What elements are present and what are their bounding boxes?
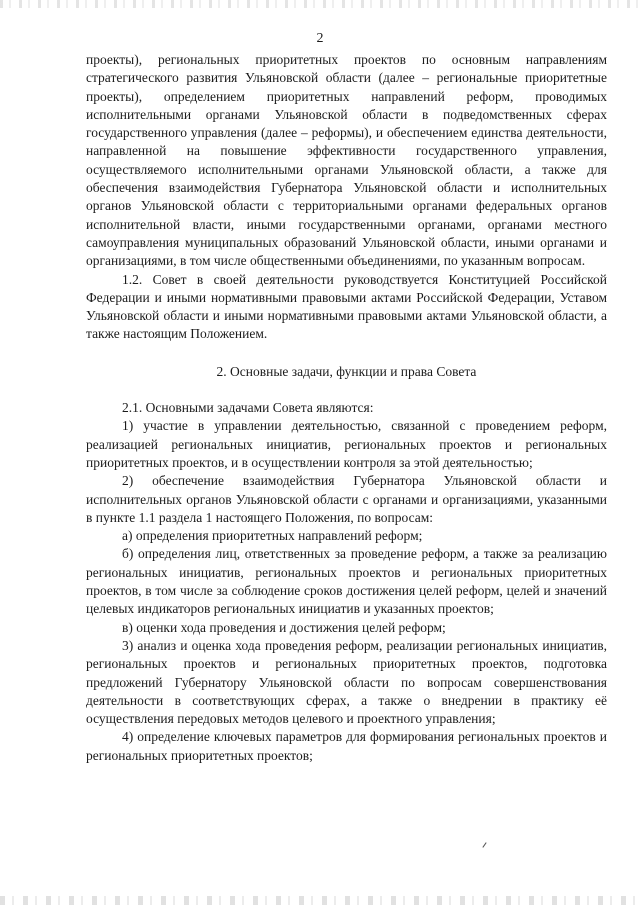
paragraph-continuation: проекты), региональных приоритетных проектов по основным направлениям стратегического развития Ульяновской области (далее – региональные приоритетные проекты), определением приоритетных направлений реформ, проводимых исполнительными органами Ульяновской области в подведомственных сферах государственного управления (далее – реформы), и обеспечением единства деятельности, направленной на повышение эффективности государственного управления, осуществляемого исполнительными органами Ульяновской области, а также для обеспечения взаимодействия Губернатора Ульяновской области и исполнительных органов Ульяновской области с территориальными органами федеральных органов исполнительной власти, иными государственными органами, органами местного самоуправления муниципальных образований Ульяновской области, иными органами и организациями, в том числе общественными объединениями, по указанным вопросам.	[86, 52, 607, 269]
scan-edge-bottom	[0, 896, 640, 905]
page-number: 2	[316, 31, 324, 46]
scan-edge-top	[0, 0, 640, 8]
list-item-4: 4) определение ключевых параметров для формирования региональных проектов и региональных приоритетных проектов;	[86, 729, 607, 763]
list-item-1: 1) участие в управлении деятельностью, связанной с проведением реформ, реализацией региональных инициатив, региональных проектов и региональных приоритетных проектов, и в осуществлении контроля за этой деятельностью;	[86, 418, 607, 470]
list-item-2a: а) определения приоритетных направлений реформ;	[122, 528, 423, 544]
paragraph-1-2: 1.2. Совет в своей деятельности руководствуется Конституцией Российской Федерации и иными нормативными правовыми актами Российской Федерации, Уставом Ульяновской области и иными нормативными правовыми актами Ульяновской области, а также настоящим Положением.	[86, 271, 607, 342]
list-item-3: 3) анализ и оценка хода проведения реформ, реализации региональных инициатив, региональных проектов и региональных приоритетных проектов, подготовка предложений Губернатору Ульяновской области по вопросам совершенствования деятельности в соответствующих сферах, а также о внедрении в практику её осуществления передовых методов целевого и проектного управления;	[86, 637, 607, 727]
pen-mark	[482, 842, 486, 847]
section-2-heading: 2. Основные задачи, функции и права Совета	[216, 363, 477, 379]
document-body	[86, 51, 607, 765]
list-item-2c: в) оценки хода проведения и достижения целей реформ;	[122, 619, 446, 635]
list-item-2: 2) обеспечение взаимодействия Губернатора Ульяновской области и исполнительных органов Ульяновской области с органами и организациями, указанными в пункте 1.1 раздела 1 настоящего Положения, по вопросам:	[86, 473, 607, 525]
paragraph-2-1: 2.1. Основными задачами Совета являются:	[122, 400, 374, 416]
list-item-2b: б) определения лиц, ответственных за проведение реформ, а также за реализацию региональных инициатив, региональных проектов и региональных приоритетных проектов, в том числе за соблюдение сроков достижения целей реформ, целей и значений целевых индикаторов региональных инициатив и указанных проектов;	[86, 546, 607, 617]
